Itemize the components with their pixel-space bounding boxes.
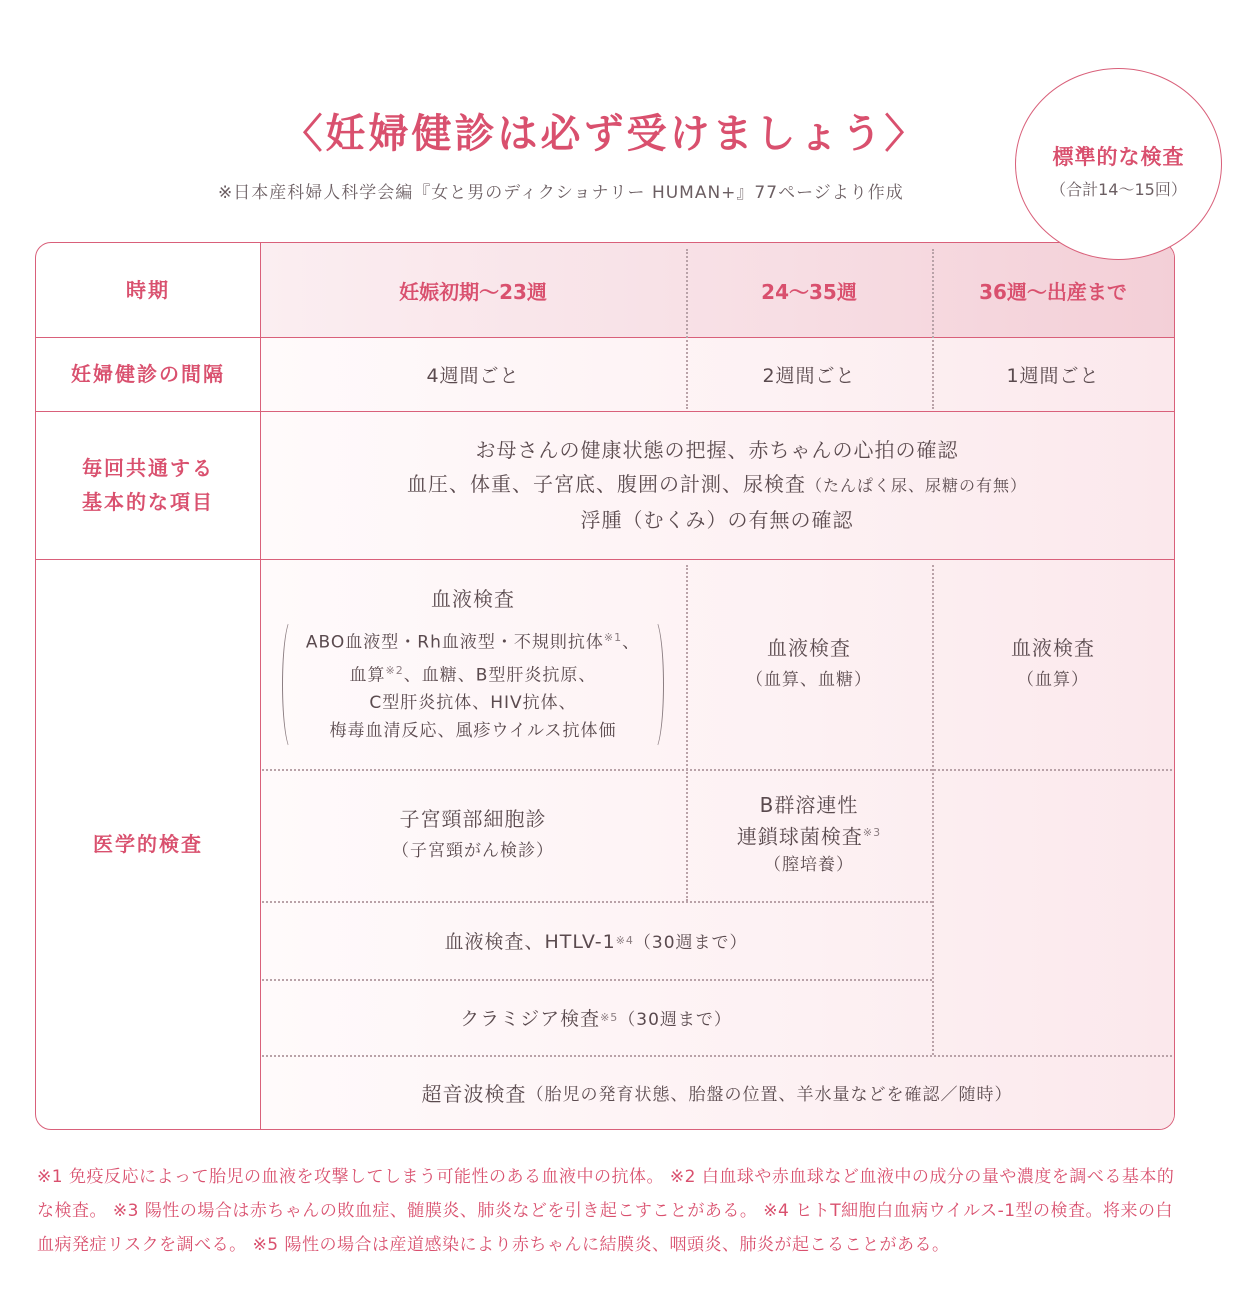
blood-early-line4: 梅毒血清反応、風疹ウイルス抗体価 bbox=[329, 721, 617, 742]
badge-count: （合計14〜15回） bbox=[1050, 180, 1187, 199]
ultrasound-test bbox=[260, 1055, 1174, 1129]
header-col-early: 妊娠初期〜23週 bbox=[399, 279, 547, 304]
blood-test-mid bbox=[686, 559, 932, 769]
interval-early: 4週間ごと bbox=[426, 364, 520, 387]
common-label-line1: 毎回共通する bbox=[82, 456, 214, 480]
ultrasound-test-note: （胎児の発育状態、胎盤の位置、羊水量などを確認／随時） bbox=[526, 1084, 1013, 1105]
common-items-content bbox=[260, 411, 1174, 559]
blood-test-mid-title: 血液検査 bbox=[767, 636, 851, 660]
chlamydia-test bbox=[260, 979, 932, 1055]
blood-test-late-sub: （血算） bbox=[1017, 670, 1089, 690]
blood-early-line1-end: 、 bbox=[622, 632, 641, 653]
standard-exam-badge bbox=[1015, 68, 1222, 260]
checkup-table bbox=[35, 242, 1175, 1130]
htlv-test bbox=[260, 901, 932, 979]
common-line-3: 浮腫（むくみ）の有無の確認 bbox=[580, 508, 854, 532]
common-line-2-main: 血圧、体重、子宮底、腹囲の計測、尿検査 bbox=[406, 472, 806, 496]
common-line-2 bbox=[407, 467, 1027, 503]
common-line-2-note: （たんぱく尿、尿糖の有無） bbox=[805, 476, 1027, 495]
blood-early-line3: C型肝炎抗体、HIV抗体、 bbox=[369, 693, 577, 714]
header-col-late: 36週〜出産まで bbox=[979, 279, 1127, 304]
blood-test-early bbox=[260, 559, 686, 769]
footnote-ref: ※5 bbox=[600, 1010, 619, 1024]
blood-test-late bbox=[932, 559, 1174, 769]
cervical-cytology-sub: （子宮頸がん検診） bbox=[392, 841, 554, 861]
gbs-test-line2: 連鎖球菌検査 bbox=[736, 824, 863, 849]
medical-exam-label: 医学的検査 bbox=[93, 832, 203, 856]
blood-early-line2a: 血算 bbox=[349, 665, 386, 686]
footnote-ref: ※2 bbox=[385, 663, 404, 677]
page-title: 〈妊婦健診は必ず受けましょう〉 bbox=[282, 111, 928, 157]
badge-title: 標準的な検査 bbox=[1052, 145, 1185, 169]
gbs-test-sub: （膣培養） bbox=[764, 854, 854, 875]
footnotes: ※1 免疫反応によって胎児の血液を攻撃してしまう可能性のある血液中の抗体。 ※2 白血球や赤血球など血液中の成分の量や濃度を調べる基本的な検査。 ※3 陽性の場合は赤ちゃんの敗血症、髄膜炎、肺炎などを引き起こすことがある。 ※4 ヒトT細胞白血病ウイルス-1型の検査。将来の白血病発症リスクを調べる。 ※5 陽性の場合は産道感染により赤ちゃんに結膜炎、咽頭炎、肺炎が起こることがある。 bbox=[37, 1167, 1175, 1255]
footnote-ref: ※1 bbox=[603, 630, 623, 644]
interval-label: 妊婦健診の間隔 bbox=[71, 362, 225, 386]
gbs-test bbox=[686, 769, 932, 901]
common-items-label bbox=[36, 411, 260, 559]
footnote-ref: ※3 bbox=[862, 826, 882, 840]
chlamydia-test-main: クラミジア検査 bbox=[460, 1007, 601, 1030]
blood-test-early-title: 血液検査 bbox=[431, 586, 515, 611]
blood-early-line2b: 、血糖、B型肝炎抗原、 bbox=[403, 665, 597, 686]
htlv-test-note: （30週まで） bbox=[633, 932, 748, 953]
header-col-mid: 24〜35週 bbox=[761, 279, 857, 304]
cervical-cytology bbox=[260, 769, 686, 901]
blood-test-mid-sub: （血算、血糖） bbox=[746, 670, 872, 690]
gbs-test-line1: B群溶連性 bbox=[759, 793, 859, 818]
interval-mid: 2週間ごと bbox=[762, 364, 856, 387]
footnote-ref: ※4 bbox=[615, 933, 634, 947]
blood-early-line1: ABO血液型・Rh血液型・不規則抗体 bbox=[305, 632, 604, 653]
header-period-label: 時期 bbox=[126, 278, 170, 302]
common-line-1: お母さんの健康状態の把握、赤ちゃんの心拍の確認 bbox=[475, 438, 959, 462]
chlamydia-test-note: （30週まで） bbox=[618, 1009, 732, 1030]
blood-test-early-items bbox=[292, 624, 654, 745]
source-note: ※日本産科婦人科学会編『女と男のディクショナリー HUMAN+』77ページより作成 bbox=[218, 183, 904, 203]
common-label-line2: 基本的な項目 bbox=[82, 490, 214, 514]
htlv-test-main: 血液検査、HTLV-1 bbox=[444, 930, 616, 953]
ultrasound-test-main: 超音波検査 bbox=[421, 1081, 527, 1106]
interval-late: 1週間ごと bbox=[1006, 364, 1100, 387]
cervical-cytology-title: 子宮頸部細胞診 bbox=[399, 807, 547, 831]
blood-test-late-title: 血液検査 bbox=[1011, 636, 1095, 660]
